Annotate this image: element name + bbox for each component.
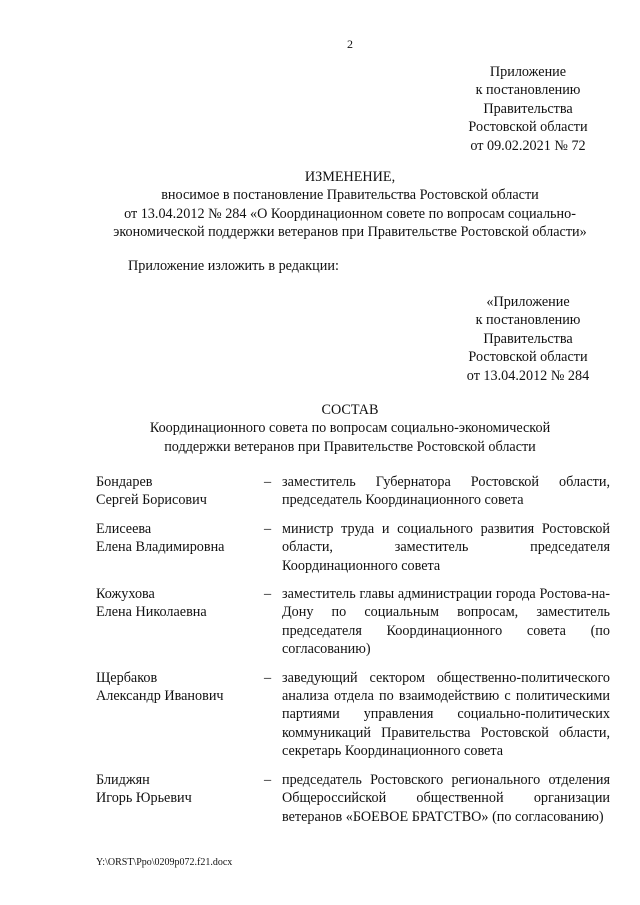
- composition-line: поддержки ветеранов при Правительстве Ростовской области: [164, 438, 536, 455]
- member-role: министр труда и социального развития Ростовской области, заместитель председателя Координационного совета: [282, 520, 610, 574]
- member-name: [96, 771, 264, 826]
- member-surname: Блиджян: [96, 771, 150, 788]
- member-row: [96, 585, 610, 659]
- page-number: 2: [347, 37, 353, 51]
- appendix-line: к постановлению: [475, 82, 581, 99]
- member-dash: –: [264, 771, 272, 788]
- member-dash: –: [264, 520, 272, 537]
- member-row: [96, 669, 610, 761]
- appendix-line: Правительства: [483, 100, 573, 117]
- change-line: от 13.04.2012 № 284 «О Координационном совете по вопросам социально-: [124, 205, 576, 222]
- top-appendix-block: [440, 63, 616, 155]
- member-role: заместитель главы администрации города Ростова-на-Дону по социальным вопросам, заместитель председателя Координационного совета (по согласованию): [282, 586, 610, 658]
- member-surname: Кожухова: [96, 586, 155, 603]
- member-dash: –: [264, 586, 272, 603]
- member-row: [96, 473, 610, 510]
- member-given-names: Елена Владимировна: [96, 539, 225, 556]
- member-given-names: Сергей Борисович: [96, 492, 207, 509]
- member-name: [96, 585, 264, 659]
- instruction-text: Приложение изложить в редакции:: [128, 258, 339, 274]
- appendix-line: от 09.02.2021 № 72: [470, 137, 586, 154]
- appendix-line: Приложение: [489, 64, 567, 80]
- member-row: [96, 520, 610, 575]
- member-given-names: Игорь Юрьевич: [96, 790, 192, 807]
- member-surname: Бондарев: [96, 474, 153, 490]
- member-dash: –: [264, 474, 272, 490]
- change-line: вносимое в постановление Правительства Ростовской области: [161, 187, 539, 204]
- second-appendix-block: [440, 293, 616, 385]
- member-row: [96, 771, 610, 826]
- appendix-line: Ростовской области: [468, 119, 588, 136]
- composition-line: Координационного совета по вопросам социально-экономической: [149, 420, 551, 437]
- members-list: [96, 473, 610, 836]
- member-name: [96, 520, 264, 575]
- member-role: председатель Ростовского регионального отделения Общероссийской общественной организации ветеранов «БОЕВОЕ БРАТСТВО» (по согласованию): [282, 771, 610, 825]
- member-given-names: Елена Николаевна: [96, 604, 207, 621]
- member-surname: Елисеева: [96, 520, 152, 537]
- appendix-line: от 13.04.2012 № 284: [466, 367, 590, 384]
- appendix-line: «Приложение: [486, 294, 570, 310]
- composition-heading: [60, 401, 640, 456]
- change-heading: [60, 168, 640, 242]
- composition-title: СОСТАВ: [321, 402, 379, 418]
- file-path-footer: Y:\ORST\Ppo\0209p072.f21.docx: [96, 857, 233, 868]
- member-name: [96, 669, 264, 761]
- member-role: заместитель Губернатора Ростовской области, председатель Координационного совета: [282, 474, 610, 509]
- member-role: заведующий сектором общественно-политического анализа отдела по взаимодействию с политическими партиями управления социально-политических коммуникаций Правительства Ростовской области, секретарь Координационного совета: [282, 669, 610, 760]
- appendix-line: к постановлению: [475, 312, 581, 329]
- change-line: экономической поддержки ветеранов при Правительстве Ростовской области»: [113, 224, 587, 241]
- appendix-line: Правительства: [483, 330, 573, 347]
- appendix-line: Ростовской области: [468, 349, 588, 366]
- member-dash: –: [264, 669, 272, 686]
- member-given-names: Александр Иванович: [96, 688, 224, 705]
- member-name: [96, 473, 264, 510]
- change-title: ИЗМЕНЕНИЕ,: [304, 169, 396, 185]
- member-surname: Щербаков: [96, 669, 158, 686]
